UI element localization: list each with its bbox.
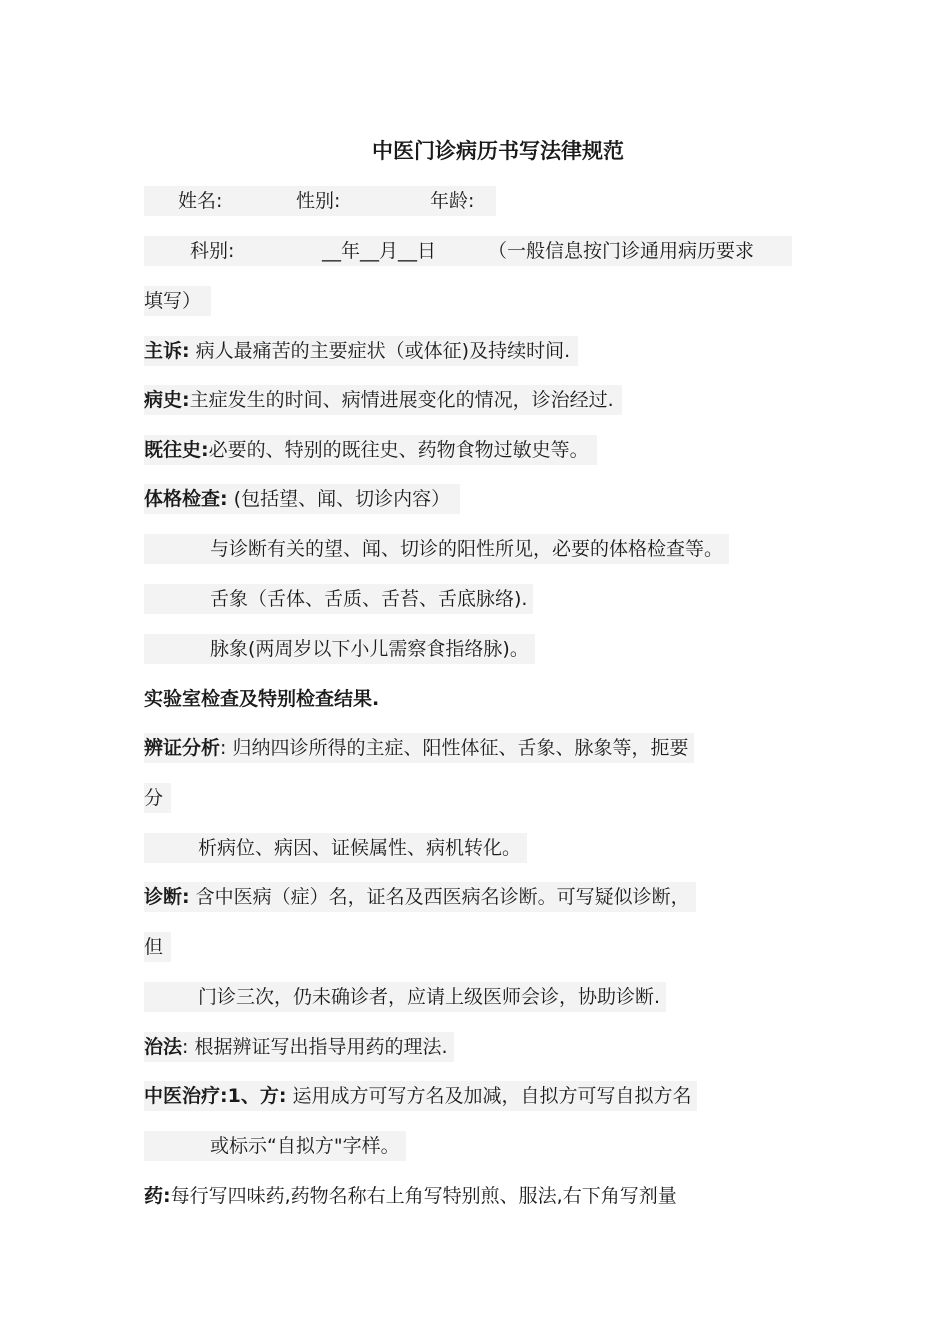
analysis-text: : 归纳四诊所得的主症、阳性体征、舌象、脉象等，扼要 [220,737,689,759]
diagnosis-row [144,882,696,912]
diagnosis-label: 诊断: [144,886,190,908]
diagnosis-text: 含中医病（症）名，证名及西医病名诊断。可写疑似诊断， [195,886,690,908]
analysis-row [144,733,694,763]
complaint-row [144,336,578,366]
age-label: 年龄: [430,190,475,212]
physical-text: (包括望、闻、切诊内容） [233,488,451,510]
lab-heading: 实验室检查及特别检查结果. [144,688,380,710]
tcm-treatment-text: 运用成方可写方名及加减，自拟方可写自拟方名 [292,1085,692,1107]
diagnosis-cont-2: 门诊三次，仍未确诊者，应请上级医师会诊，协助诊断. [144,982,666,1012]
tcm-treatment-label: 中医治疗:1、方: [144,1085,287,1107]
page-title: 中医门诊病历书写法律规范 [372,139,624,163]
analysis-label: 辨证分析 [144,737,221,759]
diagnosis-cont: 但 [144,932,171,962]
past-history-text: 必要的、特别的既往史、药物食物过敏史等。 [208,439,589,461]
physical-item-3: 脉象(两周岁以下小儿需察食指络脉)。 [144,634,535,664]
sex-label: 性别: [296,190,341,212]
medicine-label: 药: [144,1185,171,1207]
treatment-method-text: : 根据辨证写出指导用药的理法. [182,1036,448,1058]
tcm-treatment-row [144,1081,697,1111]
past-history-label: 既往史: [144,439,209,461]
dept-date-row [144,236,792,266]
treatment-method-label: 治法 [144,1036,183,1058]
physical-item-1: 与诊断有关的望、闻、切诊的阳性所见，必要的体格检查等。 [144,534,729,564]
past-history-row [144,435,597,465]
medicine-row [144,1181,677,1211]
analysis-cont-2: 析病位、病因、证候属性、病机转化。 [144,833,527,863]
history-row [144,385,622,415]
analysis-cont: 分 [144,783,171,813]
history-label: 病史: [144,389,190,411]
tcm-treatment-cont: 或标示“自拟方"字样。 [144,1131,406,1161]
complaint-text: 病人最痛苦的主要症状（或体征)及持续时间. [195,340,571,362]
general-note-cont: 填写） [144,286,211,316]
physical-row [144,484,460,514]
physical-item-2: 舌象（舌体、舌质、舌苔、舌底脉络). [144,584,533,614]
general-note: （一般信息按门诊通用病历要求 [488,240,755,262]
patient-info-row [144,186,496,216]
complaint-label: 主诉: [144,340,190,362]
dept-label: 科别: [190,240,235,262]
name-label: 姓名: [178,190,223,212]
medicine-text: 每行写四味药,药物名称右上角写特别煎、服法,右下角写剂量 [170,1185,677,1207]
physical-label: 体格检查: [144,488,228,510]
date-blank: __年__月__日 [322,240,437,262]
history-text: 主症发生的时间、病情进展变化的情况，诊治经过. [189,389,614,411]
treatment-method-row [144,1032,454,1062]
